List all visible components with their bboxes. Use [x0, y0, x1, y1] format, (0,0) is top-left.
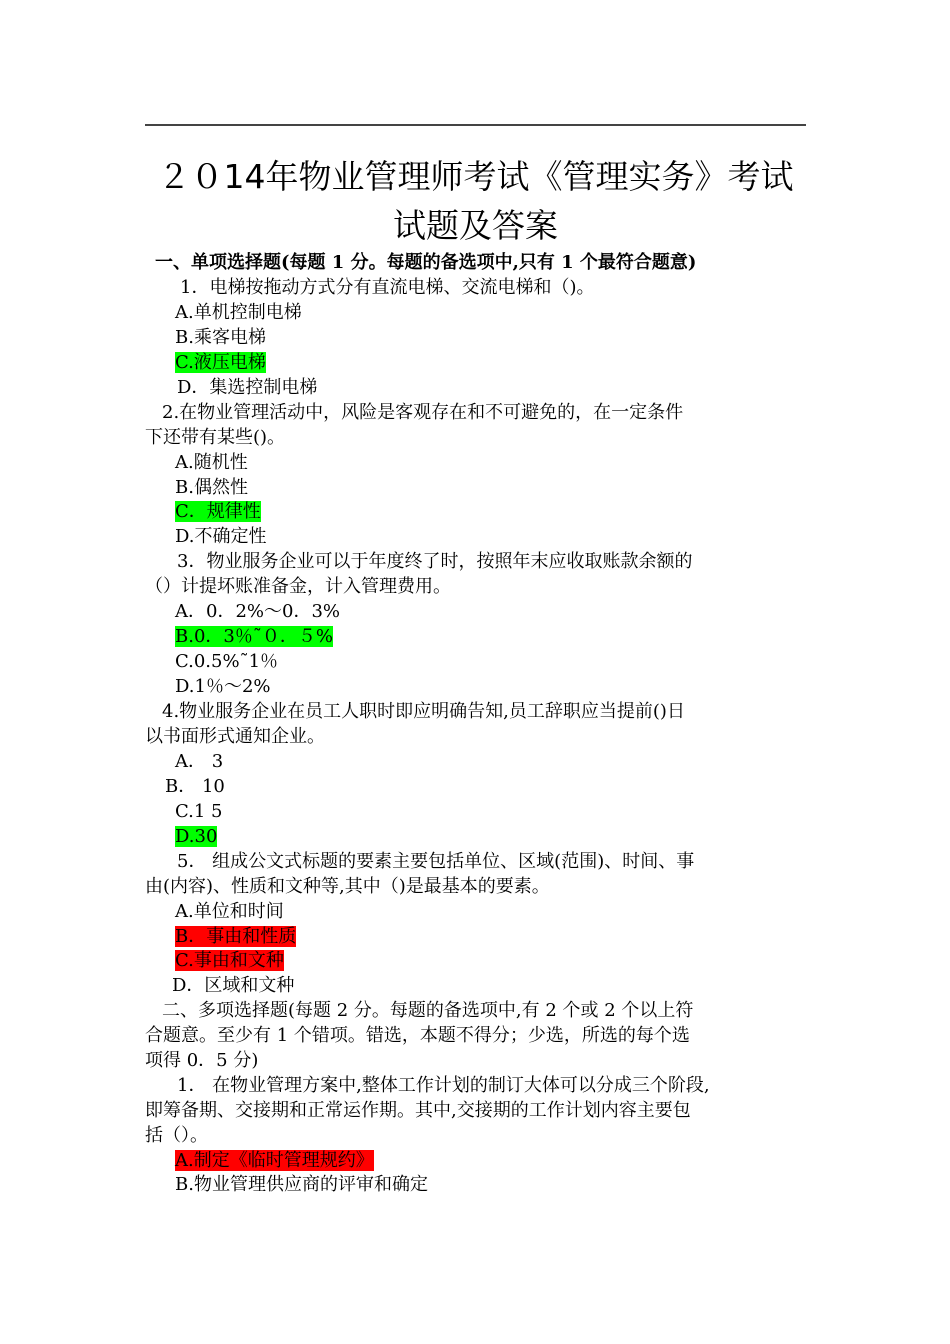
q5-stem-line-2: 由(内容)、性质和文种等,其中（)是最基本的要素。: [145, 876, 550, 897]
section-2-heading-line-2: 合题意。至少有 1 个错项。错选，本题不得分；少选，所选的每个选: [145, 1025, 690, 1046]
doc-title-line-1: ２０14年物业管理师考试《管理实务》考试: [157, 157, 794, 196]
q4-option-c: C.1 5: [175, 801, 223, 822]
q3-option-c: C.0.5%˜1％: [175, 651, 279, 672]
top-rule: [145, 124, 806, 126]
q5-stem-line-1: 5． 组成公文式标题的要素主要包括单位、区域(范围)、时间、事: [177, 851, 695, 872]
q2-option-c-answer: C．规律性: [175, 501, 261, 522]
q4-option-d-answer: D.30: [175, 826, 218, 847]
q2-option-b: B.偶然性: [175, 477, 248, 498]
q5-option-b-answer: B．事由和性质: [175, 926, 297, 947]
q3-option-b-answer: B.0．3％˜０．５%: [175, 626, 333, 647]
mq1-option-a-answer: A.制定《临时管理规约》: [175, 1150, 374, 1171]
q1-option-a: A.单机控制电梯: [175, 302, 302, 323]
q5-option-d: D．区域和文种: [172, 975, 295, 996]
q3-option-d: D.1％～2%: [175, 676, 271, 697]
q2-option-a: A.随机性: [175, 452, 248, 473]
q4-option-a: A． 3: [175, 751, 224, 772]
section-2-heading-line-1: 二、多项选择题(每题 2 分。每题的备选项中,有 2 个或 2 个以上符: [162, 1000, 694, 1021]
mq1-option-b: B.物业管理供应商的评审和确定: [175, 1174, 428, 1195]
q2-stem-line-2: 下还带有某些()。: [145, 427, 286, 448]
q1-option-c-answer: C.液压电梯: [175, 352, 266, 373]
q4-stem-line-1: 4.物业服务企业在员工人职时即应明确告知,员工辞职应当提前()日: [162, 701, 685, 722]
q2-stem-line-1: 2.在物业管理活动中，风险是客观存在和不可避免的，在一定条件: [162, 402, 684, 423]
q3-stem-line-2: （）计提坏账准备金，计入管理费用。: [145, 576, 451, 597]
q1-option-d: D．集选控制电梯: [177, 377, 318, 398]
mq1-stem-line-2: 即筹备期、交接期和正常运作期。其中,交接期的工作计划内容主要包: [145, 1100, 691, 1121]
mq1-stem-line-1: 1． 在物业管理方案中,整体工作计划的制订大体可以分成三个阶段,: [177, 1075, 710, 1096]
doc-title-line-2: 试题及答案: [393, 206, 558, 245]
q5-option-a: A.单位和时间: [175, 901, 284, 922]
section-1-heading: 一、单项选择题(每题 1 分。每题的备选项中,只有 1 个最符合题意): [155, 252, 697, 273]
q3-stem-line-1: 3．物业服务企业可以于年度终了时，按照年末应收取账款余额的: [177, 551, 693, 572]
q4-option-b: B． 10: [165, 776, 225, 797]
q1-option-b: B.乘客电梯: [175, 327, 266, 348]
q5-option-c-answer: C.事由和文种: [175, 950, 284, 971]
mq1-stem-line-3: 括（）。: [145, 1125, 208, 1146]
section-2-heading-line-3: 项得 0．5 分): [145, 1050, 259, 1071]
q4-stem-line-2: 以书面形式通知企业。: [145, 726, 325, 747]
q1-stem: 1．电梯按拖动方式分有直流电梯、交流电梯和（)。: [180, 277, 595, 298]
q3-option-a: A．0．2%～0．3%: [175, 601, 341, 622]
q2-option-d: D.不确定性: [175, 526, 267, 547]
